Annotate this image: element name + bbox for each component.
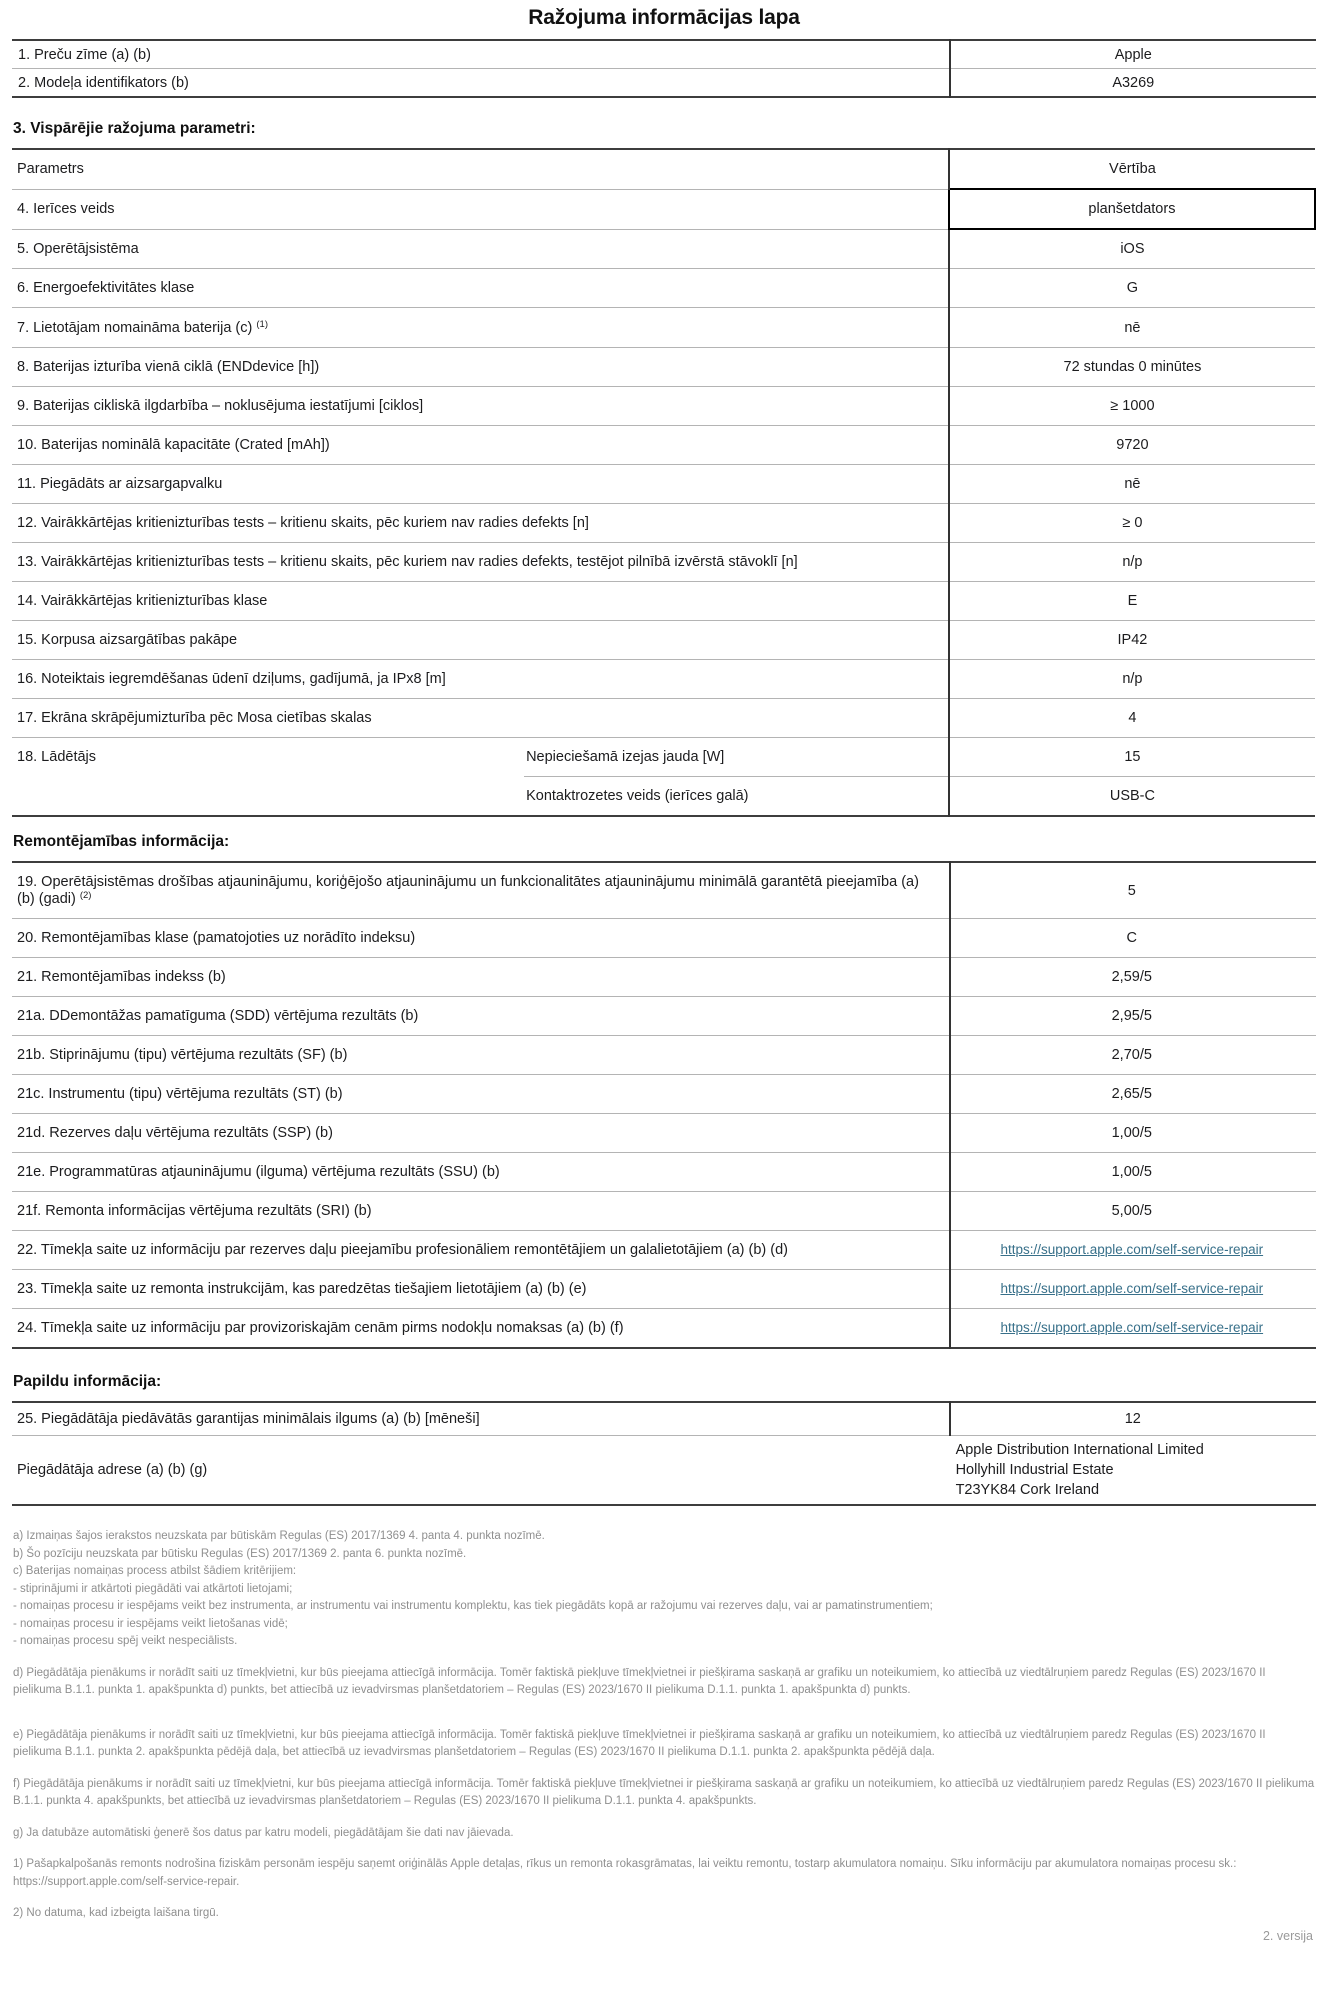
table-row: [12, 862, 1316, 919]
row-value: [950, 1231, 1316, 1270]
table-row: [12, 348, 1315, 387]
table-row: [12, 777, 1315, 817]
row-value: 2,59/5: [950, 958, 1316, 997]
row-label-text: 12. Vairākkārtējas kritienizturības tests – kritienu skaits, pēc kuriem nav radies defekts [n]: [17, 515, 589, 531]
row-label: [12, 504, 949, 543]
additional-info-table: [12, 1401, 1316, 1506]
row-value: 72 stundas 0 minūtes: [949, 348, 1315, 387]
row-value: 5,00/5: [950, 1192, 1316, 1231]
row-label-text: 21f. Remonta informācijas vērtējuma rezultāts (SRI) (b): [17, 1203, 372, 1219]
table-row: [12, 229, 1315, 269]
row-value: 2,70/5: [950, 1036, 1316, 1075]
row-label: [12, 1309, 950, 1349]
row-label: [12, 229, 949, 269]
supplier-address: [950, 1436, 1316, 1506]
table-header-row: [12, 149, 1315, 189]
row-value: 12: [950, 1402, 1316, 1436]
footnote-line: - nomaiņas procesu ir iespējams veikt lietošanas vidē;: [13, 1617, 288, 1630]
repairability-table: [12, 861, 1316, 1349]
row-label: [12, 1402, 950, 1436]
row-label-text: 15. Korpusa aizsargātības pakāpe: [17, 632, 238, 648]
footnotes-block: [12, 1528, 1316, 1923]
row-label-text: 21c. Instrumentu (tipu) vērtējuma rezultāts (ST) (b): [17, 1086, 343, 1102]
row-value: G: [949, 269, 1315, 308]
row-value: 1,00/5: [950, 1114, 1316, 1153]
footnote-line: b) Šo pozīciju neuzskata par būtisku Regulas (ES) 2017/1369 2. panta 6. punkta nozīmē.: [13, 1547, 467, 1560]
table-row: [12, 189, 1315, 229]
identity-table-body: [12, 40, 1316, 97]
footnote-line: - stiprinājumi ir atkārtoti piegādāti vai atkārtoti lietojami;: [13, 1582, 293, 1595]
row-label: [12, 582, 949, 621]
table-row: [12, 1231, 1316, 1270]
row-value: 2,95/5: [950, 997, 1316, 1036]
row-value: [950, 1270, 1316, 1309]
row-sublabel: Kontaktrozetes veids (ierīces galā): [524, 777, 949, 817]
table-row: [12, 269, 1315, 308]
row-label-text: 2. Modeļa identifikators (b): [18, 74, 189, 91]
row-label-text: 5. Operētājsistēma: [17, 240, 139, 257]
table-row: [12, 543, 1315, 582]
row-label: [12, 465, 949, 504]
row-value: C: [950, 919, 1316, 958]
row-label-text: 20. Remontējamības klase (pamatojoties uz norādīto indeksu): [17, 930, 416, 946]
row-label: [12, 348, 949, 387]
footnote-line: e) Piegādātāja pienākums ir norādīt saiti uz tīmekļvietni, kur būs pieejama attiecīgā informācija. Tomēr faktiskā piekļuve tīmekļvietnei ir piešķirama saskaņā ar grafiku un noteikumiem, ko attiecībā uz viedtālruņiem paredz Regulas (ES) 2023/1670 II pielikuma B.1.1. punkta 2. apakšpunkta pēdējā daļa, bet attiecībā uz ievadvirsmas planšetdatoriem – Regulas (ES) 2023/1670 II pielikuma D.1.1. punkta 2. apakšpunkta pēdējā daļa.: [13, 1728, 1266, 1758]
table-row: [12, 69, 1316, 98]
row-label: [12, 1114, 950, 1153]
row-label: [12, 69, 950, 98]
row-value-link[interactable]: https://support.apple.com/self-service-repair: [1000, 1320, 1264, 1335]
row-value: ≥ 1000: [949, 387, 1315, 426]
row-value: iOS: [949, 229, 1315, 269]
row-label: [12, 958, 950, 997]
row-label: [12, 660, 949, 699]
section-heading-additional: Papildu informācija:: [13, 1373, 162, 1390]
row-label-text: 23. Tīmekļa saite uz remonta instrukcijām, kas paredzētas tiešajiem lietotājiem (a) (b) (e): [17, 1281, 587, 1297]
row-label: [12, 1436, 950, 1506]
identity-table: [12, 39, 1316, 98]
table-row: [12, 1270, 1316, 1309]
row-label-text: 8. Baterijas izturība vienā ciklā (ENDdevice [h]): [17, 359, 320, 375]
row-label: [12, 308, 949, 348]
row-label: [12, 862, 950, 919]
table-row: [12, 1114, 1316, 1153]
row-label: [12, 621, 949, 660]
row-value: USB-C: [949, 777, 1315, 817]
row-label-text: 6. Energoefektivitātes klase: [17, 280, 195, 296]
row-label: [12, 738, 524, 777]
row-value: nē: [949, 465, 1315, 504]
table-row: [12, 1153, 1316, 1192]
footnote-line: c) Baterijas nomaiņas process atbilst šādiem kritērijiem:: [13, 1565, 297, 1577]
row-value: IP42: [949, 621, 1315, 660]
row-label: [12, 1036, 950, 1075]
row-sublabel: Nepieciešamā izejas jauda [W]: [524, 738, 949, 777]
column-header-param: Parametrs: [17, 161, 84, 178]
row-value: E: [949, 582, 1315, 621]
footnote-line: 1) Pašapkalpošanās remonts nodrošina fiziskām personām iespēju saņemt oriģinālās Apple detaļas, rīkus un remonta rokasgrāmatas, lai veiktu remontu, tostarp akumulatora nomaiņu. Sīku informāciju par akumulatora nomaiņas procesu sk.: https://support.apple.com/self-service-repair.: [13, 1858, 1237, 1888]
row-value: planšetdators: [949, 189, 1315, 229]
row-label: [12, 919, 950, 958]
table-row: [12, 1192, 1316, 1231]
footnote-line: a) Izmaiņas šajos ierakstos neuzskata par būtiskām Regulas (ES) 2017/1369 4. panta 4. punkta nozīmē.: [13, 1530, 545, 1542]
table-row: [12, 426, 1315, 465]
row-label-empty: [12, 777, 524, 817]
table-row: [12, 919, 1316, 958]
row-value: n/p: [949, 660, 1315, 699]
footnote-line: g) Ja datubāze automātiski ģenerē šos datus par katru modeli, piegādātājam šie dati nav jāievada.: [13, 1826, 514, 1839]
row-label: [12, 1075, 950, 1114]
general-parameters-table: [12, 148, 1316, 817]
row-value: 5: [950, 862, 1316, 919]
address-line: Hollyhill Industrial Estate: [955, 1462, 1114, 1478]
row-label-text: 21. Remontējamības indekss (b): [17, 969, 226, 985]
row-label-text: 18. Lādētājs: [17, 749, 97, 766]
row-label: [12, 189, 949, 229]
table-row: [12, 308, 1315, 348]
table-row: [12, 582, 1315, 621]
row-label: [12, 699, 949, 738]
table-row: [12, 1436, 1316, 1506]
version-label: 2. versija: [1262, 1928, 1313, 1943]
row-label-text: 16. Noteiktais iegremdēšanas ūdenī dziļums, gadījumā, ja IPx8 [m]: [17, 671, 446, 687]
row-label-superscript: (2): [79, 890, 92, 901]
row-value: 4: [949, 699, 1315, 738]
column-header-value: Vērtība: [949, 149, 1315, 189]
section-heading-repair: Remontējamības informācija:: [13, 833, 230, 850]
row-value: nē: [949, 308, 1315, 348]
row-label: [12, 997, 950, 1036]
row-label-text: 21d. Rezerves daļu vērtējuma rezultāts (SSP) (b): [17, 1125, 333, 1141]
row-label: [12, 1231, 950, 1270]
row-label: [12, 269, 949, 308]
row-label: [12, 543, 949, 582]
row-label-text: 14. Vairākkārtējas kritienizturības klase: [17, 593, 268, 609]
footnote-line: f) Piegādātāja pienākums ir norādīt saiti uz tīmekļvietni, kur būs pieejama attiecīgā informācija. Tomēr faktiskā piekļuve tīmekļvietnei ir piešķirama saskaņā ar grafiku un noteikumiem, ko attiecībā uz viedtālruņiem paredz Regulas (ES) 2023/1670 II pielikuma B.1.1. punkta 4. apakšpunkts, bet attiecībā uz ievadvirsmas planšetdatoriem – Regulas (ES) 2023/1670 II pielikuma D.1.1. punkta 4. apakšpunkts.: [13, 1777, 1315, 1807]
table-row: [12, 997, 1316, 1036]
row-value-link[interactable]: https://support.apple.com/self-service-repair: [1000, 1242, 1264, 1257]
row-label-text: 13. Vairākkārtējas kritienizturības tests – kritienu skaits, pēc kuriem nav radies defekts, testējot pilnībā izvērstā stāvoklī [n]: [17, 554, 798, 570]
table-row: [12, 699, 1315, 738]
table-row: [12, 387, 1315, 426]
table-row: [12, 1036, 1316, 1075]
table-row: [12, 958, 1316, 997]
row-label-text: 9. Baterijas cikliskā ilgdarbība – noklusējuma iestatījumi [ciklos]: [17, 398, 424, 414]
footnote-line: 2) No datuma, kad izbeigta laišana tirgū.: [13, 1907, 219, 1919]
footnote-line: - nomaiņas procesu spēj veikt nespeciālists.: [13, 1635, 238, 1647]
row-label: [12, 1153, 950, 1192]
row-label: [12, 1270, 950, 1309]
row-label-text: Piegādātāja adrese (a) (b) (g): [17, 1462, 208, 1478]
address-line: T23YK84 Cork Ireland: [955, 1482, 1100, 1498]
row-value: 1,00/5: [950, 1153, 1316, 1192]
row-label-text: 21b. Stiprinājumu (tipu) vērtējuma rezultāts (SF) (b): [17, 1047, 348, 1063]
row-label-text: 1. Preču zīme (a) (b): [18, 46, 151, 63]
footnote-line: d) Piegādātāja pienākums ir norādīt saiti uz tīmekļvietni, kur būs pieejama attiecīgā informācija. Tomēr faktiskā piekļuve tīmekļvietnei ir piešķirama saskaņā ar grafiku un noteikumiem, ko attiecībā uz viedtālruņiem paredz Regulas (ES) 2023/1670 II pielikuma B.1.1. punkta 1. apakšpunkta d) punkts, bet attiecībā uz ievadvirsmas planšetdatoriem – Regulas (ES) 2023/1670 II pielikuma D.1.1. punkta 1. apakšpunkta d) punkts.: [13, 1666, 1266, 1696]
table-row: [12, 621, 1315, 660]
page-title: Ražojuma informācijas lapa: [528, 6, 800, 29]
row-label-superscript: (1): [256, 319, 268, 330]
row-label-text: 10. Baterijas nominālā kapacitāte (Crated [mAh]): [17, 437, 330, 453]
row-label-text: 17. Ekrāna skrāpējumizturība pēc Mosa cietības skalas: [17, 710, 372, 726]
row-label: [12, 387, 949, 426]
row-label-text: 19. Operētājsistēmas drošības atjauninājumu, koriģējošo atjauninājumu un funkcionalitātes atjauninājumu minimālā garantētā pieejamība (a) (b) (gadi): [17, 874, 919, 907]
table-row: [12, 40, 1316, 69]
row-value: A3269: [950, 69, 1316, 98]
additional-table-body: [12, 1402, 1316, 1505]
table-row: [12, 465, 1315, 504]
table-row: [12, 1309, 1316, 1349]
table-row: [12, 1075, 1316, 1114]
row-value: 9720: [949, 426, 1315, 465]
general-table-body: [12, 149, 1315, 816]
table-row: [12, 504, 1315, 543]
repair-table-body: [12, 862, 1316, 1348]
row-label-text: 4. Ierīces veids: [17, 201, 115, 217]
row-label: [12, 1192, 950, 1231]
row-value-link[interactable]: https://support.apple.com/self-service-repair: [1000, 1281, 1264, 1296]
row-label-text: 7. Lietotājam nomaināma baterija (c): [17, 320, 253, 336]
row-label-text: 25. Piegādātāja piedāvātās garantijas minimālais ilgums (a) (b) [mēneši]: [17, 1411, 480, 1427]
row-label-text: 21a. DDemontāžas pamatīguma (SDD) vērtējuma rezultāts (b): [17, 1008, 419, 1024]
row-value: 15: [949, 738, 1315, 777]
address-line: Apple Distribution International Limited: [955, 1442, 1204, 1458]
row-value: 2,65/5: [950, 1075, 1316, 1114]
row-value: n/p: [949, 543, 1315, 582]
table-row: [12, 1402, 1316, 1436]
section-heading-general: 3. Vispārējie ražojuma parametri:: [13, 120, 256, 137]
row-label-text: 11. Piegādāts ar aizsargapvalku: [17, 476, 223, 492]
footnote-line: - nomaiņas procesu ir iespējams veikt bez instrumenta, ar instrumentu vai instrumentu komplektu, kas tiek piegādāts kopā ar ražojumu vai rezerves daļu, vai ar pamatinstrumentiem;: [13, 1600, 933, 1612]
table-row: [12, 738, 1315, 777]
row-label-text: 22. Tīmekļa saite uz informāciju par rezerves daļu pieejamību profesionāliem remontētājiem un galalietotājiem (a) (b) (d): [17, 1242, 788, 1258]
row-value: Apple: [950, 40, 1316, 69]
row-value: ≥ 0: [949, 504, 1315, 543]
row-label: [12, 426, 949, 465]
table-row: [12, 660, 1315, 699]
row-label-text: 21e. Programmatūras atjauninājumu (ilguma) vērtējuma rezultāts (SSU) (b): [17, 1164, 500, 1180]
row-value: [950, 1309, 1316, 1349]
row-label: [12, 40, 950, 69]
row-label-text: 24. Tīmekļa saite uz informāciju par provizoriskajām cenām pirms nodokļu nomaksas (a) (b) (f): [17, 1320, 624, 1336]
